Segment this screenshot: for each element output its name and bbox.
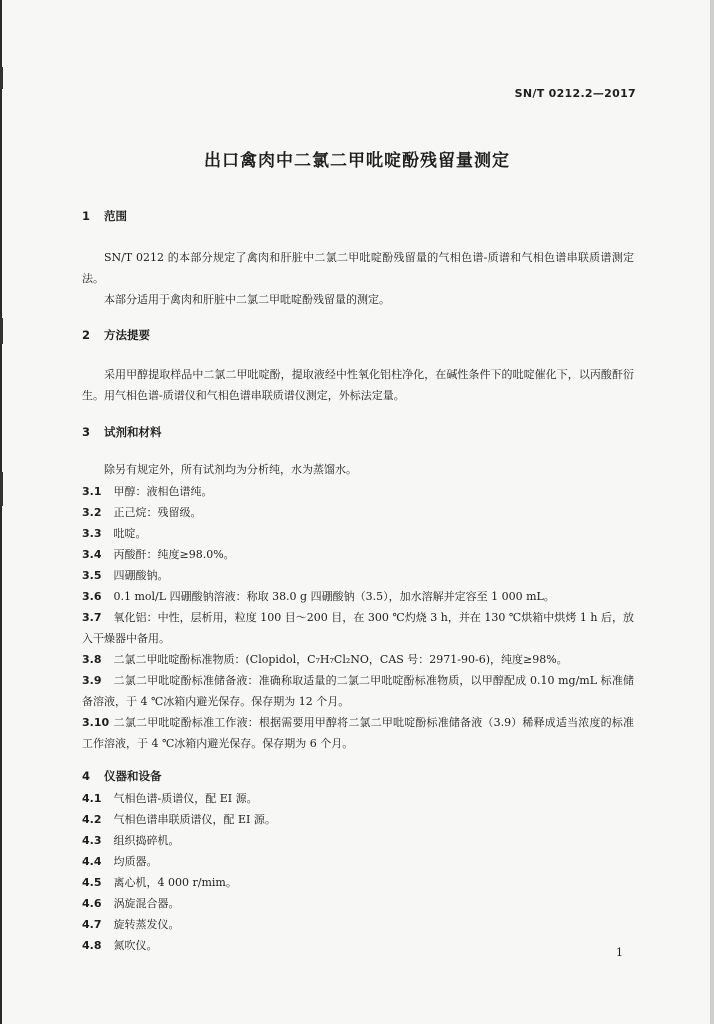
item-text: 甲醇：液相色谱纯。 (113, 485, 213, 498)
page-number: 1 (616, 946, 623, 959)
item-number: 3.6 (82, 590, 102, 603)
item-text: 离心机，4 000 r/mim。 (113, 876, 237, 889)
item-number: 3.8 (82, 653, 102, 666)
scan-margin-mark (0, 67, 3, 89)
item-number: 4.3 (82, 834, 102, 847)
reagent-item (82, 649, 634, 670)
section-title: 试剂和材料 (104, 425, 162, 439)
reagent-item (82, 565, 634, 586)
apparatus-item (82, 788, 634, 809)
item-number: 4.1 (82, 792, 102, 805)
scope-paragraph: SN/T 0212 的本部分规定了禽肉和肝脏中二氯二甲吡啶酚残留量的气相色谱-质谱和气相色谱串联质谱测定法。 (82, 251, 634, 285)
section-title: 方法提要 (104, 328, 150, 342)
item-text: 氮吹仪。 (113, 939, 158, 952)
item-number: 4.5 (82, 876, 102, 889)
item-number: 3.5 (82, 569, 102, 582)
reagent-item (82, 586, 634, 607)
reagent-item (82, 544, 634, 565)
scan-margin-mark (0, 472, 3, 506)
item-text: 正己烷：残留级。 (113, 506, 202, 519)
item-text: 0.1 mol/L 四硼酸钠溶液：称取 38.0 g 四硼酸钠（3.5），加水溶解并定容至 1 000 mL。 (113, 590, 555, 603)
apparatus-item (82, 830, 634, 851)
reagent-item (82, 523, 634, 544)
scope-applicability-paragraph: 本部分适用于禽肉和肝脏中二氯二甲吡啶酚残留量的测定。 (104, 293, 390, 306)
reagents-intro: 除另有规定外，所有试剂均为分析纯，水为蒸馏水。 (104, 463, 357, 476)
method-summary-paragraph: 采用甲醇提取样品中二氯二甲吡啶酚，提取液经中性氧化铝柱净化，在碱性条件下的吡啶催化下，以丙酸酐衍生。用气相色谱-质谱仪和气相色谱串联质谱仪测定，外标法定量。 (82, 368, 634, 402)
section-heading-reagents (82, 424, 162, 440)
standard-number: SN/T 0212.2—2017 (514, 87, 636, 100)
item-text: 涡旋混合器。 (113, 897, 180, 910)
item-number: 4.4 (82, 855, 102, 868)
apparatus-item (82, 809, 634, 830)
reagent-item (82, 502, 634, 523)
apparatus-item (82, 872, 634, 893)
section-number: 3 (82, 425, 91, 439)
item-text: 氧化铝：中性，层析用，粒度 100 目～200 目，在 300 ℃灼烧 3 h，并在 130 ℃烘箱中烘烤 1 h 后，放入干燥器中备用。 (82, 611, 634, 645)
item-text: 二氯二甲吡啶酚标准物质：(Clopidol，C₇H₇Cl₂NO，CAS 号：2971-90-6)，纯度≥98%。 (113, 653, 568, 666)
section-heading-method-summary (82, 327, 150, 343)
item-number: 3.2 (82, 506, 102, 519)
document-title: 出口禽肉中二氯二甲吡啶酚残留量测定 (204, 151, 510, 171)
item-text: 组织捣碎机。 (113, 834, 180, 847)
item-text: 四硼酸钠。 (113, 569, 169, 582)
item-text: 气相色谱-质谱仪，配 EI 源。 (113, 792, 258, 805)
item-text: 均质器。 (113, 855, 158, 868)
apparatus-item (82, 935, 634, 956)
item-number: 3.9 (82, 674, 102, 687)
reagent-item (82, 607, 634, 649)
item-number: 3.7 (82, 611, 102, 624)
reagent-item (82, 481, 634, 502)
item-number: 4.2 (82, 813, 102, 826)
item-number: 3.3 (82, 527, 102, 540)
scan-margin-mark (0, 318, 3, 344)
reagent-item (82, 712, 634, 754)
item-text: 气相色谱串联质谱仪，配 EI 源。 (113, 813, 276, 826)
section-number: 2 (82, 328, 91, 342)
item-text: 二氯二甲吡啶酚标准储备液：准确称取适量的二氯二甲吡啶酚标准物质，以甲醇配成 0.10 mg/mL 标准储备溶液，于 4 ℃冰箱内避光保存。保存期为 12 个月。 (82, 674, 634, 708)
item-number: 3.1 (82, 485, 102, 498)
item-text: 二氯二甲吡啶酚标准工作液：根据需要用甲醇将二氯二甲吡啶酚标准储备液（3.9）稀释成适当浓度的标准工作溶液，于 4 ℃冰箱内避光保存。保存期为 6 个月。 (82, 716, 634, 750)
apparatus-item (82, 893, 634, 914)
section-heading-scope (82, 208, 127, 224)
reagent-item (82, 670, 634, 712)
item-number: 4.7 (82, 918, 102, 931)
item-number: 4.8 (82, 939, 102, 952)
section-heading-apparatus (82, 768, 162, 784)
item-text: 丙酸酐：纯度≥98.0%。 (113, 548, 235, 561)
item-number: 3.4 (82, 548, 102, 561)
section-number: 4 (82, 769, 91, 783)
item-number: 3.10 (82, 716, 110, 729)
apparatus-item (82, 851, 634, 872)
item-text: 吡啶。 (113, 527, 147, 540)
section-title: 仪器和设备 (104, 769, 162, 783)
section-number: 1 (82, 209, 91, 223)
section-title: 范围 (104, 209, 127, 223)
apparatus-item (82, 914, 634, 935)
item-text: 旋转蒸发仪。 (113, 918, 180, 931)
item-number: 4.6 (82, 897, 102, 910)
